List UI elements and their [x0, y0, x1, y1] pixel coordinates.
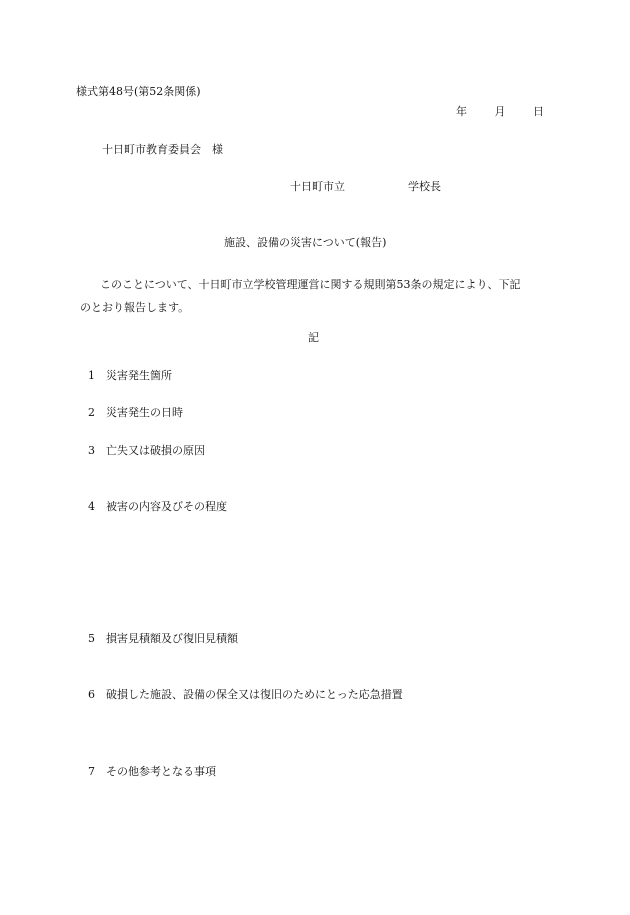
sender-school: 十日町市立: [290, 180, 345, 193]
date-line: [456, 106, 544, 117]
date-year: 年: [456, 105, 467, 118]
list-item: [88, 370, 172, 381]
list-item: [88, 689, 403, 700]
ki-heading: 記: [308, 331, 319, 344]
date-day: 日: [533, 105, 544, 118]
item-label: 亡失又は破損の原因: [106, 444, 205, 457]
item-number: 4: [88, 500, 95, 513]
body-line-2: のとおり報告します。: [80, 301, 190, 314]
list-item: [88, 633, 238, 644]
item-label: 損害見積額及び復旧見積額: [106, 632, 238, 645]
date-month: 月: [494, 105, 506, 118]
item-label: 破損した施設、設備の保全又は復旧のためにとった応急措置: [106, 688, 403, 701]
form-number: 様式第48号(第52条関係): [76, 85, 201, 98]
document-title: 施設、設備の災害について(報告): [224, 236, 387, 249]
list-item: [88, 501, 227, 512]
item-number: 5: [88, 632, 95, 645]
item-number: 3: [88, 444, 95, 457]
sender-title: 学校長: [408, 180, 441, 193]
body-paragraph: [80, 273, 560, 319]
item-number: 6: [88, 688, 95, 701]
item-label: 災害発生箇所: [106, 369, 172, 382]
body-line-1: このことについて、十日町市立学校管理運営に関する規則第53条の規定により、下記: [100, 278, 521, 291]
item-number: 7: [88, 765, 95, 778]
item-label: 災害発生の日時: [106, 406, 183, 419]
item-label: その他参考となる事項: [106, 765, 216, 778]
list-item: [88, 766, 216, 777]
addressee: 十日町市教育委員会 様: [102, 143, 223, 156]
item-number: 1: [88, 369, 95, 382]
list-item: [88, 445, 205, 456]
list-item: [88, 407, 183, 418]
item-label: 被害の内容及びその程度: [106, 500, 227, 513]
item-number: 2: [88, 406, 95, 419]
